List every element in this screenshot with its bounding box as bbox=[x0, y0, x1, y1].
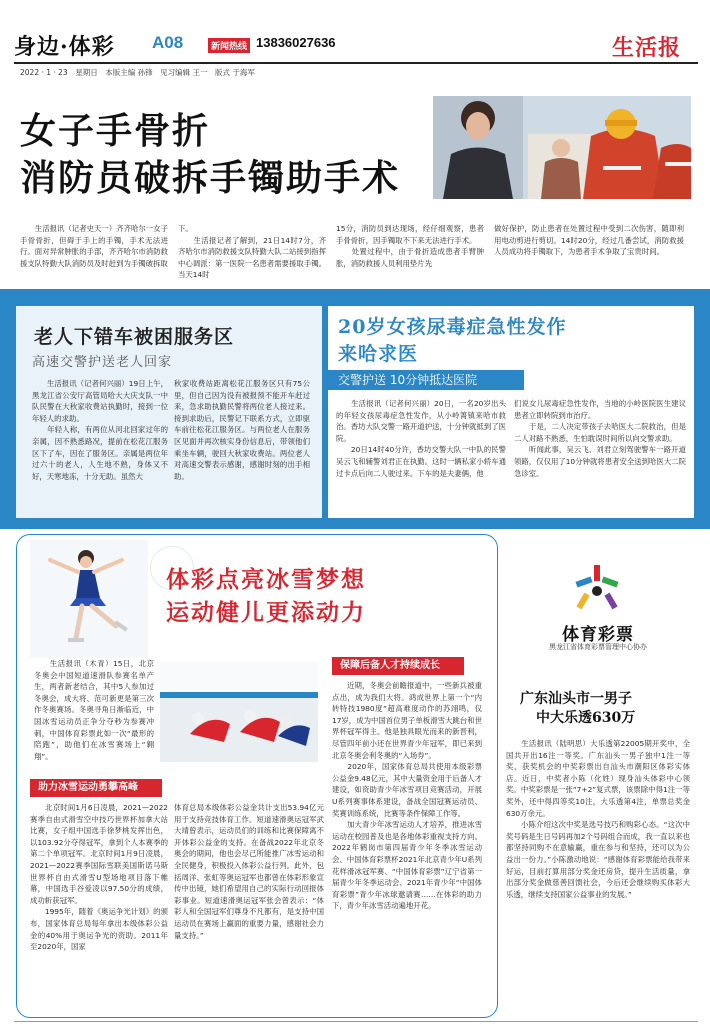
lottery-headline-line2: 中大乐透630万 bbox=[536, 710, 636, 726]
story1-headline-line2: 消防员破拆手镯助手术 bbox=[20, 157, 401, 199]
story2-card bbox=[16, 306, 322, 518]
story3-headline-line2: 来哈求医 bbox=[338, 343, 419, 365]
story3-col1: 生活报讯（记者何兴丽）20日，一名20岁出头的年轻女孩尿毒症急性发作，从小岭箐镇来哈市救治。香坊大队交警一路开道护送，十分钟就抵到了医院。 20日14时40分许，香坊交警大队一中队的民警吴云飞和辅警刘君正在执勤。这时一辆私家小轿车通过卡点后向二人驶过来。下车的是夫妻俩，他 bbox=[336, 399, 506, 478]
section2-col: 近期，冬奥会前瞻报道中，一些新兵被重点出，成为我们大将。鸿成世界上第一个“内转特技1980度”超高难度动作的苏翊鸣，仅17岁，成为中国首位男子单板滑雪大跳台和世界杯冠军得主。他是独具眼光而来的新晋利，尽管四年前小还在世界青少年冠军，即已来到北京冬奥会利冬奥的“入场券”。 2020年，国家体育总局共使用本级彩票公益金9.48亿元，其中大量资金用于后备人才建设，如资助青少年冰雪项目竞赛活动，开展U系列赛事体系建设，备战全国冠赛运动员、奖赛训练系统，比赛等条件保障工作等。 加大青少年冰雪运动人才培养，推进冰雪运动在校园普及也是各地体彩重视支持方向。2022年鹤岗市第四届青少年冬季冰雪运动会、中国体育彩票杯2021年北京青少年U系列花样滑冰冠军赛、“中国体育彩票”辽宁省第一届青少年冬季运动会、2021年青少年“中国体育彩票”青少年冰球邀请赛……在体彩的助力下，青少年冰雪活动遍地开花。 bbox=[332, 681, 482, 911]
lottery-logo-icon bbox=[568, 563, 626, 613]
story3-headline-line1: 20岁女孩尿毒症急性发作 bbox=[338, 316, 567, 338]
lottery-logo-sub: 黑龙江省体育彩票管理中心协办 bbox=[549, 643, 647, 651]
section-title: 身边·体彩 bbox=[14, 34, 115, 60]
hotline-number: 13836027636 bbox=[256, 35, 336, 50]
firefighter-photo bbox=[433, 96, 691, 199]
story1-headline-line1: 女子手骨折 bbox=[20, 110, 211, 152]
story1-col2: 下。 生活报记者了解到，21日14时7分，齐齐哈尔市消防救援支队特勤大队二站接到指挥中心调派：第一医院一名患者需要援取手镯。当天14时 bbox=[178, 224, 326, 280]
story2-subhead: 高速交警护送老人回家 bbox=[32, 355, 173, 370]
lottery-headline-line1: 广东汕头市一男子 bbox=[520, 691, 632, 707]
hotline-badge: 新闻热线 bbox=[208, 38, 250, 53]
story3-card bbox=[328, 306, 694, 518]
story1-col3: 15分，消防员到达现场，经仔细观察，患者手骨骨折，因手镯取不下来无法进行手术。 处置过程中，由于骨折造成患者手臂肿胀，消防救援人员利用垫片先 bbox=[336, 224, 484, 268]
date-line: 2022 · 1 · 23 星期日 本版主编 孙锋 见习编辑 王一 版式 于海军 bbox=[20, 68, 255, 77]
story2-col1: 生活报讯（记者何兴丽）19日上午，黑龙江省公安厅高管局哈大大庆支队一中队民警在大秋家收费站执勤时，接到一位年轻人的求助。 年轻人称，有两位从河北回家过年的亲属，因不熟悉路况，提前在松花江服务区下了车，因在了服务区。亲属是两位年过六十的老人，人生地不熟，身体又不好，天寒地冻，十分无助。虽然大 bbox=[32, 379, 168, 481]
section1-label: 助力冰雪运动勇攀高峰 bbox=[30, 779, 162, 797]
section1-col2: 体育总局本级体彩公益金共计支出53.94亿元用于支持竞技体育工作。短道速滑奥运冠军武大靖曾表示，运动员们的训练和比赛保障离不开体彩公益金的支持。在备战2022年北京冬奥会的期间，他也会尽己所能推广冰雪运动和全民健身，积极投入体彩公益行列。此外，包括周洋、张虹等奥运冠军也都曾在体彩形象宣传中出镜，她们希望用自己的实际行动回报体彩事业。短道速滑奥运冠军张会曾表示：“体彩人和全国冠军们尊身不凡都有，是支持中国运动员在赛场上赢面的重要力量，感谢社会力量支持。” bbox=[174, 803, 324, 940]
section1-col1: 北京时间1月6日凌晨，2021—2022赛季自由式滑雪空中技巧世界杯加拿大站比赛，女子组中国选手徐梦桃发挥出色，以103.92分夺得冠军，拿到个人本赛季的第二个单项冠军。北京时间1月9日凌晨，2021—2022赛季国际雪联美国斯诺马斯世界杯自由式滑雪U型场地项目落下帷幕，中国选手谷爱凌以97.50分的成绩，成功斩获冠军。 1995年，随着《奥运争光计划》的颁布，国家体育总局每年拿出本级体彩公益金的40%用于奥运争光的资助。2011年至2020年，国家 bbox=[30, 803, 168, 952]
skater-image bbox=[30, 540, 148, 658]
lottery-logo-text: 体育彩票 bbox=[562, 625, 634, 645]
section2-label: 保障后备人才持续成长 bbox=[332, 657, 464, 675]
footer-rule bbox=[14, 1021, 698, 1022]
story4-headline-line1: 体彩点亮冰雪梦想 bbox=[166, 566, 366, 593]
masthead-rule bbox=[14, 62, 698, 64]
paper-logo: 生活报 bbox=[612, 35, 682, 61]
lottery-body: 生活报讯（陆明思）大乐透第22005期开奖中，全国共开出16注一等奖。广东汕头一男子独中1注一等奖，获奖机会的中奖彩票出自汕头市潮阳区体彩实体店。近日，中奖者小陈（化姓）现身汕头体彩中心领奖。中奖彩票是一张“7+2”复式票，该票除中得1注一等奖外，还中得四等奖10注，大乐透第4注，单票总奖金630万余元。 小陈介绍这次中奖是选号技巧和购彩心态。“这次中奖号码是生日号码再加2个号码组合而成，我一直以来也都坚持同购不在意输赢，重在参与和坚持，还可以为公益出一份力。”小陈激动地说：“感谢体育彩票能给我带来好运，目前打算用部分奖金还房贷，提升生活质量，拿出部分奖金做慈善回馈社会，今后还会继续购买体彩大乐透，继续支持国家公益事业的发展。” bbox=[506, 739, 690, 899]
story4-lead: 生活报讯（木青）15日，北京冬奥会中国短道速滑队参赛名单产生，两者新老结合，其中5人参加过冬奥会，成大将、范可新更是第三次作冬奥赛场。冬奥寻角日渐临近，中国冰雪运动员正争分夺秒为参赛冲刺，中国体育彩票此如一次“最形的陪跑”，助他们在冰雪赛场上“翱翔”。 bbox=[34, 659, 154, 761]
story3-col2: 们说女儿尿毒症急性发作，当地的小岭医院医生建议患者立即转院到市治疗。 于是，二人决定带孩子去哈医大二院救治，但是二人对路不熟悉，生怕耽误时间所以向交警求助。 听闻此事，吴云飞、刘君立刻驾驶警车一路开道领路，仅仅用了10分钟就将患者安全送到哈医大二院急诊室。 bbox=[514, 399, 686, 478]
short-track-photo bbox=[160, 662, 318, 762]
story1-col1: 生活报讯（记者史天一）齐齐哈尔一女子手骨骨折，但碍于手上的手镯，手术无法进行。面对异常肿胀的手部，齐齐哈尔市消防救援支队特勤大队消防员及时赶到为手镯破拆取 bbox=[20, 224, 168, 268]
page-number: A08 bbox=[152, 33, 184, 52]
story1-col4: 做好保护，防止患者在处置过程中受到二次伤害，随即利用电动剪进行剪切。14时20分，经过几番尝试，消防救援人员成功将手镯取下，为患者手术争取了宝贵时间。 bbox=[494, 224, 684, 257]
story4-headline-line2: 运动健儿更添动力 bbox=[166, 599, 366, 626]
story2-col2: 秋家收费站距离松花江服务区只有75公里，但自己因为没有被报预不能开车赶过来，急求助执勤民警将两位老人接过来。接到求助后，民警记下联系方式，立即驱车前往松花江服务区。与两位老人在服务区见面并再次核实身份信息后，带领他们乘坐车辆，驶回大秋家收费站。两位老人对高速交警表示感谢，感谢时刻的出手相助。 bbox=[174, 379, 310, 481]
story2-headline: 老人下错车被困服务区 bbox=[34, 326, 235, 348]
story3-banner: 交警护送 10分钟抵达医院 bbox=[328, 370, 524, 390]
